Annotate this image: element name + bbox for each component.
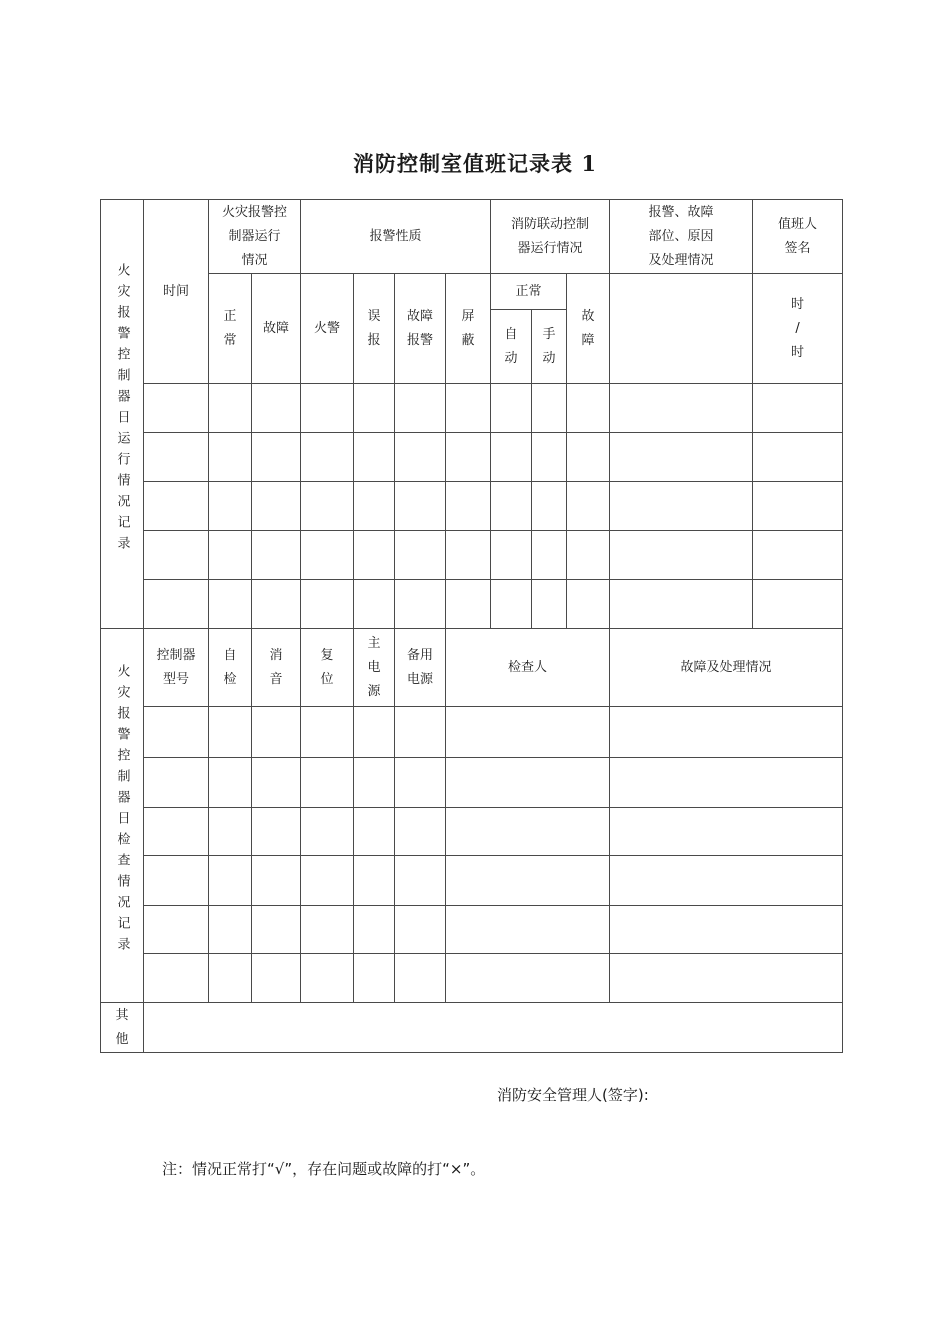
controller-status-text: 火灾报警控 制器运行 情况 bbox=[222, 204, 288, 268]
cell[interactable] bbox=[610, 482, 753, 531]
linkage-status-header bbox=[491, 200, 610, 274]
cell[interactable] bbox=[252, 906, 301, 954]
alarm-detail-header bbox=[610, 200, 753, 274]
cell[interactable] bbox=[446, 482, 491, 531]
other-text: 其 他 bbox=[115, 1007, 129, 1047]
model-text: 控制器 型号 bbox=[156, 647, 196, 687]
controller-status-header bbox=[209, 200, 301, 274]
hour-text: 时 / 时 bbox=[791, 296, 805, 360]
false-alarm-text: 误 报 bbox=[367, 308, 381, 348]
cell[interactable] bbox=[446, 758, 610, 808]
cell[interactable] bbox=[252, 482, 301, 531]
cell[interactable] bbox=[395, 808, 446, 856]
cell[interactable] bbox=[209, 906, 252, 954]
cell[interactable] bbox=[354, 808, 395, 856]
normal-a-text: 正 常 bbox=[223, 308, 237, 348]
cell[interactable] bbox=[395, 433, 446, 482]
manual-text: 手 动 bbox=[542, 326, 556, 366]
cell[interactable] bbox=[610, 758, 843, 808]
cell[interactable] bbox=[610, 856, 843, 906]
cell[interactable] bbox=[144, 808, 209, 856]
cell[interactable] bbox=[753, 482, 843, 531]
cell[interactable] bbox=[144, 531, 209, 580]
main-power-header bbox=[354, 629, 395, 707]
cell[interactable] bbox=[252, 808, 301, 856]
cell[interactable] bbox=[395, 707, 446, 758]
cell[interactable] bbox=[354, 531, 395, 580]
cell[interactable] bbox=[301, 384, 354, 433]
table-row bbox=[101, 580, 843, 629]
cell[interactable] bbox=[753, 433, 843, 482]
cell[interactable] bbox=[144, 482, 209, 531]
cell[interactable] bbox=[610, 433, 753, 482]
cell[interactable] bbox=[567, 384, 610, 433]
auto-header bbox=[491, 310, 532, 384]
cell[interactable] bbox=[753, 531, 843, 580]
alarm-detail-blank[interactable] bbox=[610, 274, 753, 384]
cell[interactable] bbox=[301, 906, 354, 954]
fault-alarm-text: 故障 报警 bbox=[407, 308, 434, 348]
inspector-header: 检查人 bbox=[446, 629, 610, 707]
section1-label bbox=[101, 200, 144, 629]
cell[interactable] bbox=[753, 580, 843, 629]
cell[interactable] bbox=[144, 856, 209, 906]
table-row bbox=[101, 758, 843, 808]
cell[interactable] bbox=[354, 433, 395, 482]
cell[interactable] bbox=[491, 384, 532, 433]
cell[interactable] bbox=[395, 758, 446, 808]
shield-header bbox=[446, 274, 491, 384]
table-row bbox=[101, 531, 843, 580]
cell[interactable] bbox=[610, 531, 753, 580]
cell[interactable] bbox=[491, 482, 532, 531]
table-row bbox=[101, 906, 843, 954]
section1-label-text: 火灾报警控制器日运行情况记录 bbox=[114, 262, 130, 557]
model-header bbox=[144, 629, 209, 707]
cell[interactable] bbox=[446, 433, 491, 482]
cell[interactable] bbox=[144, 707, 209, 758]
cell[interactable] bbox=[209, 707, 252, 758]
cell[interactable] bbox=[567, 531, 610, 580]
table-row bbox=[101, 482, 843, 531]
cell[interactable] bbox=[395, 580, 446, 629]
cell[interactable] bbox=[532, 482, 567, 531]
shield-text: 屏 蔽 bbox=[461, 308, 475, 348]
cell[interactable] bbox=[209, 433, 252, 482]
cell[interactable] bbox=[144, 433, 209, 482]
cell[interactable] bbox=[252, 433, 301, 482]
duty-signer-text: 值班人 签名 bbox=[778, 216, 818, 256]
cell[interactable] bbox=[301, 856, 354, 906]
cell[interactable] bbox=[753, 384, 843, 433]
cell[interactable] bbox=[532, 531, 567, 580]
cell[interactable] bbox=[144, 758, 209, 808]
page-title: 消防控制室值班记录表 1 bbox=[353, 151, 597, 176]
cell[interactable] bbox=[252, 954, 301, 1003]
cell[interactable] bbox=[610, 580, 753, 629]
fault-alarm-header bbox=[395, 274, 446, 384]
reset-header bbox=[301, 629, 354, 707]
cell[interactable] bbox=[252, 856, 301, 906]
fault-a-header: 故障 bbox=[252, 274, 301, 384]
section2-label-text: 火灾报警控制器日检查情况记录 bbox=[114, 664, 130, 958]
cell[interactable] bbox=[301, 482, 354, 531]
cell[interactable] bbox=[446, 707, 610, 758]
cell[interactable] bbox=[354, 482, 395, 531]
cell[interactable] bbox=[446, 580, 491, 629]
fire-alarm-header: 火警 bbox=[301, 274, 354, 384]
cell[interactable] bbox=[395, 856, 446, 906]
cell[interactable] bbox=[354, 707, 395, 758]
cell[interactable] bbox=[301, 707, 354, 758]
cell[interactable] bbox=[532, 580, 567, 629]
cell[interactable] bbox=[209, 531, 252, 580]
fault-handling-header: 故障及处理情况 bbox=[610, 629, 843, 707]
alarm-detail-text: 报警、故障 部位、原因 及处理情况 bbox=[648, 204, 714, 268]
cell[interactable] bbox=[252, 758, 301, 808]
cell[interactable] bbox=[209, 808, 252, 856]
cell[interactable] bbox=[532, 433, 567, 482]
duty-signer-header bbox=[753, 200, 843, 274]
table-row bbox=[101, 954, 843, 1003]
cell[interactable] bbox=[567, 433, 610, 482]
normal-b-header: 正常 bbox=[491, 274, 567, 310]
cell[interactable] bbox=[144, 580, 209, 629]
cell[interactable] bbox=[610, 384, 753, 433]
main-power-text: 主 电 源 bbox=[367, 635, 381, 699]
mute-header bbox=[252, 629, 301, 707]
table-row bbox=[101, 808, 843, 856]
table-row bbox=[101, 707, 843, 758]
cell[interactable] bbox=[144, 384, 209, 433]
cell[interactable] bbox=[395, 384, 446, 433]
cell[interactable] bbox=[395, 531, 446, 580]
cell[interactable] bbox=[252, 580, 301, 629]
cell[interactable] bbox=[354, 758, 395, 808]
table-row bbox=[101, 384, 843, 433]
cell[interactable] bbox=[446, 531, 491, 580]
cell[interactable] bbox=[301, 954, 354, 1003]
note-text: 注：情况正常打“√”，存在问题或故障的打“×”。 bbox=[162, 1160, 486, 1178]
manual-header bbox=[532, 310, 567, 384]
cell[interactable] bbox=[209, 856, 252, 906]
cell[interactable] bbox=[446, 384, 491, 433]
section2-label bbox=[101, 629, 144, 1003]
cell[interactable] bbox=[209, 758, 252, 808]
normal-a-header bbox=[209, 274, 252, 384]
self-check-header bbox=[209, 629, 252, 707]
mute-text: 消 音 bbox=[269, 647, 283, 687]
cell[interactable] bbox=[144, 906, 209, 954]
cell[interactable] bbox=[209, 384, 252, 433]
cell[interactable] bbox=[301, 808, 354, 856]
reset-text: 复 位 bbox=[320, 647, 334, 687]
table-row bbox=[101, 856, 843, 906]
fault-b-header bbox=[567, 274, 610, 384]
cell[interactable] bbox=[209, 482, 252, 531]
alarm-nature-header: 报警性质 bbox=[301, 200, 491, 274]
cell[interactable] bbox=[610, 808, 843, 856]
table-row bbox=[101, 433, 843, 482]
auto-text: 自 动 bbox=[504, 326, 518, 366]
cell[interactable] bbox=[395, 906, 446, 954]
linkage-status-text: 消防联动控制 器运行情况 bbox=[511, 216, 590, 256]
false-alarm-header bbox=[354, 274, 395, 384]
cell[interactable] bbox=[144, 954, 209, 1003]
cell[interactable] bbox=[610, 707, 843, 758]
other-label bbox=[101, 1003, 144, 1053]
cell[interactable] bbox=[491, 433, 532, 482]
cell[interactable] bbox=[252, 531, 301, 580]
cell[interactable] bbox=[395, 482, 446, 531]
cell[interactable] bbox=[567, 580, 610, 629]
cell[interactable] bbox=[354, 580, 395, 629]
fault-b-text: 故 障 bbox=[581, 308, 595, 348]
cell[interactable] bbox=[532, 384, 567, 433]
cell[interactable] bbox=[301, 531, 354, 580]
cell[interactable] bbox=[610, 954, 843, 1003]
cell[interactable] bbox=[301, 758, 354, 808]
manager-signature-label: 消防安全管理人(签字): bbox=[497, 1086, 649, 1104]
cell[interactable] bbox=[446, 808, 610, 856]
hour-header bbox=[753, 274, 843, 384]
backup-power-text: 备用 电源 bbox=[407, 647, 434, 687]
cell[interactable] bbox=[567, 482, 610, 531]
self-check-text: 自 检 bbox=[223, 647, 237, 687]
cell[interactable] bbox=[354, 954, 395, 1003]
cell[interactable] bbox=[209, 580, 252, 629]
duty-record-table bbox=[100, 199, 843, 1053]
cell[interactable] bbox=[252, 384, 301, 433]
cell[interactable] bbox=[446, 906, 610, 954]
cell[interactable] bbox=[301, 580, 354, 629]
other-field[interactable] bbox=[144, 1003, 843, 1053]
cell[interactable] bbox=[446, 856, 610, 906]
backup-power-header bbox=[395, 629, 446, 707]
cell[interactable] bbox=[252, 707, 301, 758]
cell[interactable] bbox=[354, 906, 395, 954]
cell[interactable] bbox=[209, 954, 252, 1003]
cell[interactable] bbox=[395, 954, 446, 1003]
cell[interactable] bbox=[491, 580, 532, 629]
time-header: 时间 bbox=[144, 200, 209, 384]
cell[interactable] bbox=[301, 433, 354, 482]
cell[interactable] bbox=[354, 384, 395, 433]
cell[interactable] bbox=[610, 906, 843, 954]
cell[interactable] bbox=[446, 954, 610, 1003]
cell[interactable] bbox=[491, 531, 532, 580]
cell[interactable] bbox=[354, 856, 395, 906]
